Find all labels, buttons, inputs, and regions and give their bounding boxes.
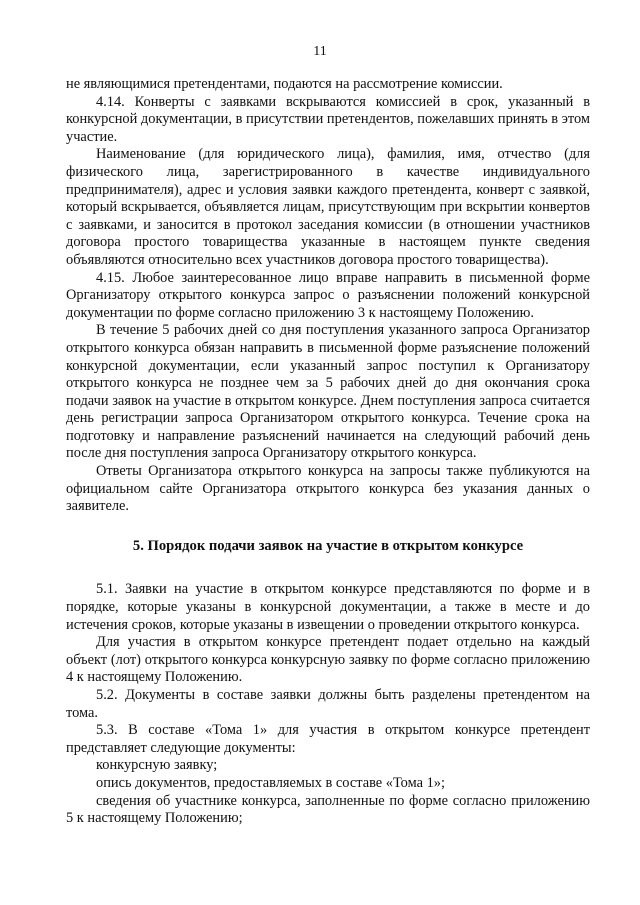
- paragraph: Наименование (для юридического лица), фамилия, имя, отчество (для физического лица, зарегистрированного в качестве индивидуального предпринимателя), адрес и условия заявки каждого претендента, конверт с заявкой, который вскрывается, объявляется лицам, присутствующим при вскрытии конвертов с заявками, и заносится в протокол заседания комиссии (в отношении участников договора простого товарищества указанные в настоящем пункте сведения объявляются относительно всех участников договора простого товарищества).: [66, 146, 590, 268]
- paragraph: В течение 5 рабочих дней со дня поступления указанного запроса Организатор открытого конкурса обязан направить в письменной форме разъяснение положений конкурсной документации, если указанный запрос поступил к Организатору открытого конкурса не позднее чем за 5 рабочих дней до дня окончания срока подачи заявок на участие в открытом конкурсе. Днем поступления запроса считается день регистрации запроса Организатором открытого конкурса. Течение срока на подготовку и направление разъяснений начинается на следующий рабочий день после дня поступления запроса Организатору открытого конкурса.: [66, 322, 590, 462]
- paragraph: 4.15. Любое заинтересованное лицо вправе направить в письменной форме Организатору открытого конкурса запрос о разъяснении положений конкурсной документации по форме согласно приложению 3 к настоящему Положению.: [66, 269, 590, 321]
- paragraph: не являющимися претендентами, подаются на рассмотрение комиссии.: [66, 76, 503, 92]
- paragraph: 5.2. Документы в составе заявки должны быть разделены претендентом на тома.: [66, 687, 590, 721]
- page-number: 11: [313, 44, 327, 59]
- paragraph: 5.1. Заявки на участие в открытом конкурсе представляются по форме и в порядке, которые указаны в конкурсной документации, а также в месте и до истечения сроков, которые указаны в извещении о проведении открытого конкурса.: [66, 581, 590, 633]
- list-item: сведения об участнике конкурса, заполненные по форме согласно приложению 5 к настоящему Положению;: [66, 792, 590, 827]
- paragraph: Для участия в открытом конкурсе претендент подает отдельно на каждый объект (лот) открытого конкурса конкурсную заявку по форме согласно приложению 4 к настоящему Положению.: [66, 634, 590, 686]
- document-body: [66, 76, 590, 828]
- paragraph: 4.14. Конверты с заявками вскрываются комиссией в срок, указанный в конкурсной документации, в присутствии претендентов, пожелавших принять в этом участие.: [66, 93, 590, 145]
- list-item: конкурсную заявку;: [96, 757, 218, 774]
- paragraph: 5.3. В составе «Тома 1» для участия в открытом конкурсе претендент представляет следующие документы:: [66, 722, 590, 756]
- list-item: опись документов, предоставляемых в составе «Тома 1»;: [96, 774, 445, 791]
- section-heading: 5. Порядок подачи заявок на участие в открытом конкурсе: [132, 537, 524, 554]
- paragraph: Ответы Организатора открытого конкурса на запросы также публикуются на официальном сайте Организатора открытого конкурса без указания данных о заявителе.: [66, 463, 590, 515]
